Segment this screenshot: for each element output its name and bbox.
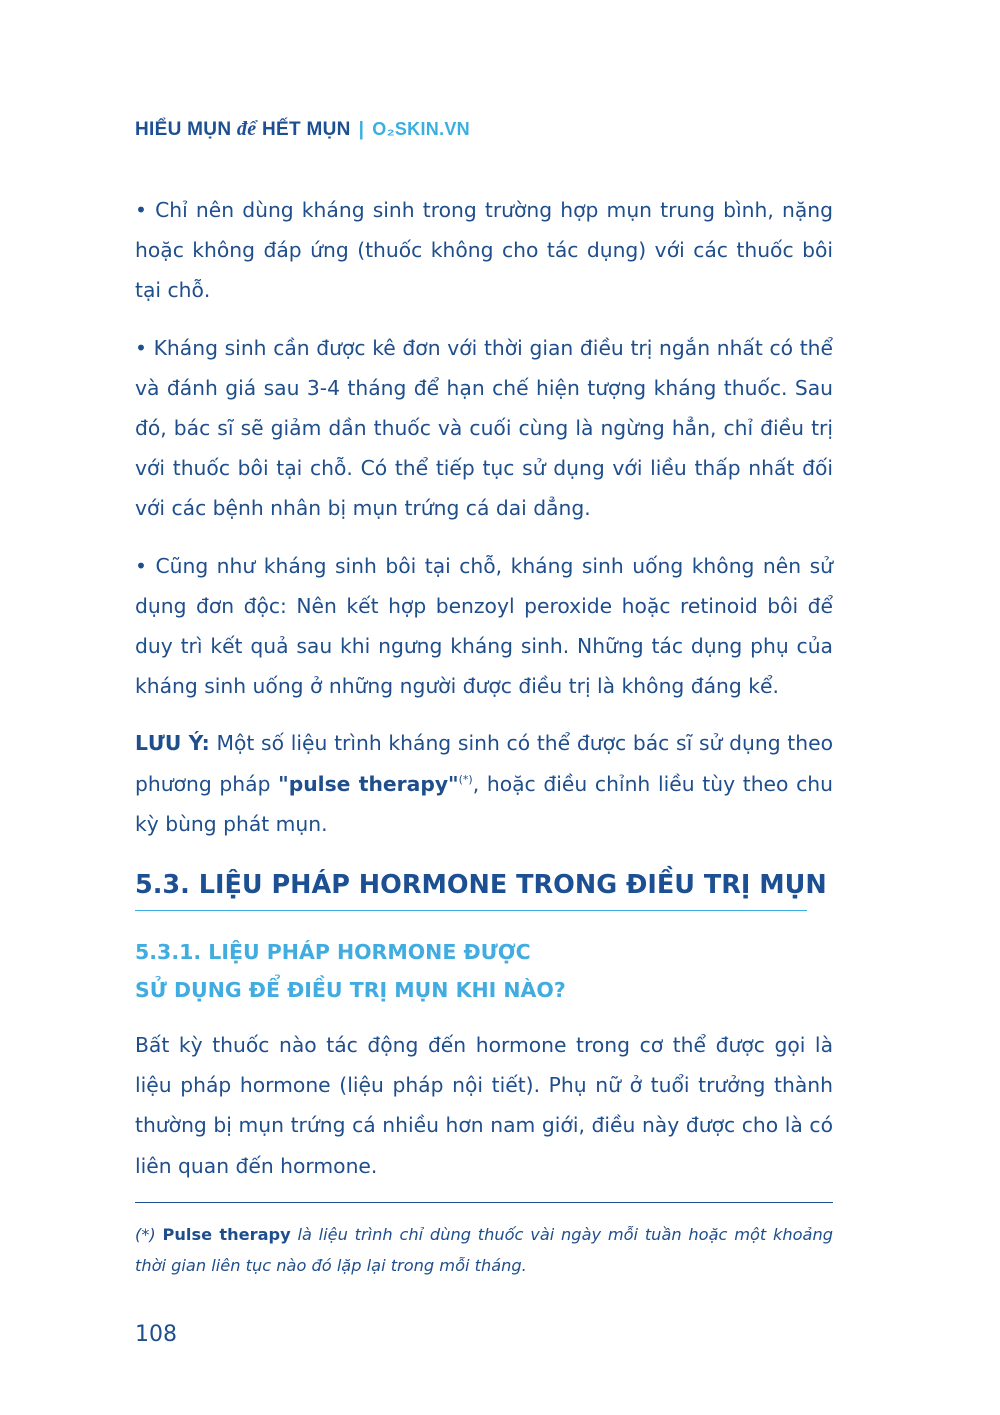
running-header [135,118,470,141]
body-paragraph: Bất kỳ thuốc nào tác động đến hormone trong cơ thể được gọi là liệu pháp hormone (liệu pháp nội tiết). Phụ nữ ở tuổi trưởng thành thường bị mụn trứng cá nhiều hơn nam giới, điều này được cho là có liên quan đến hormone. [135,1033,833,1178]
note-label: LƯU Ý: [135,731,210,756]
subsection-heading-line-2: SỬ DỤNG ĐỂ ĐIỀU TRỊ MỤN KHI NÀO? [135,978,566,1003]
footnote-term: Pulse therapy [162,1224,291,1244]
page-content [135,190,833,1297]
footnote-text: là liệu trình chỉ dùng thuốc vài ngày mỗi tuần hoặc một khoảng thời gian liên tục nào đó lặp lại trong mỗi tháng. [135,1224,833,1275]
bullet-paragraph: • Chỉ nên dùng kháng sinh trong trường hợp mụn trung bình, nặng hoặc không đáp ứng (thuốc không cho tác dụng) với các thuốc bôi tại chỗ. [135,198,833,303]
bullet-paragraph: • Cũng như kháng sinh bôi tại chỗ, kháng sinh uống không nên sử dụng đơn độc: Nên kết hợp benzoyl peroxide hoặc retinoid bôi để duy trì kết quả sau khi ngưng kháng sinh. Những tác dụng phụ của kháng sinh uống ở những người được điều trị là không đáng kể. [135,553,833,699]
website-label: O₂SKIN.VN [372,119,470,139]
note-text-2: , hoặc điều chỉnh liều tùy theo chu kỳ bùng phát mụn. [135,771,833,836]
bullet-paragraph: • Kháng sinh cần được kê đơn với thời gian điều trị ngắn nhất có thể và đánh giá sau 3-4 tháng để hạn chế hiện tượng kháng thuốc. Sau đó, bác sĩ sẽ giảm dần thuốc và cuối cùng là ngừng hẳn, chỉ điều trị với thuốc bôi tại chỗ. Có thể tiếp tục sử dụng với liều thấp nhất đối với các bệnh nhân bị mụn trứng cá dai dẳng. [135,335,833,521]
subsection-heading-line-1: 5.3.1. LIỆU PHÁP HORMONE ĐƯỢC [135,940,531,965]
page-number: 108 [135,1322,177,1347]
book-title-part-1: HIỂU MỤN [135,119,237,140]
footnote [135,1219,833,1281]
book-title [135,119,351,140]
note-text-1: Một số liệu trình kháng sinh có thể được bác sĩ sử dụng theo phương pháp [135,731,833,796]
note-term: "pulse therapy" [278,771,459,796]
book-title-de: để [236,118,257,140]
section-heading: 5.3. LIỆU PHÁP HORMONE TRONG ĐIỀU TRỊ MỤN [135,866,807,911]
header-separator: | [358,119,365,140]
book-title-part-2: HẾT MỤN [256,119,351,140]
footnote-divider [135,1202,833,1203]
subsection-heading [135,933,833,1009]
footnote-marker: (*) [458,772,473,786]
note-paragraph [135,723,833,844]
footnote-marker-label: (*) [135,1224,163,1244]
